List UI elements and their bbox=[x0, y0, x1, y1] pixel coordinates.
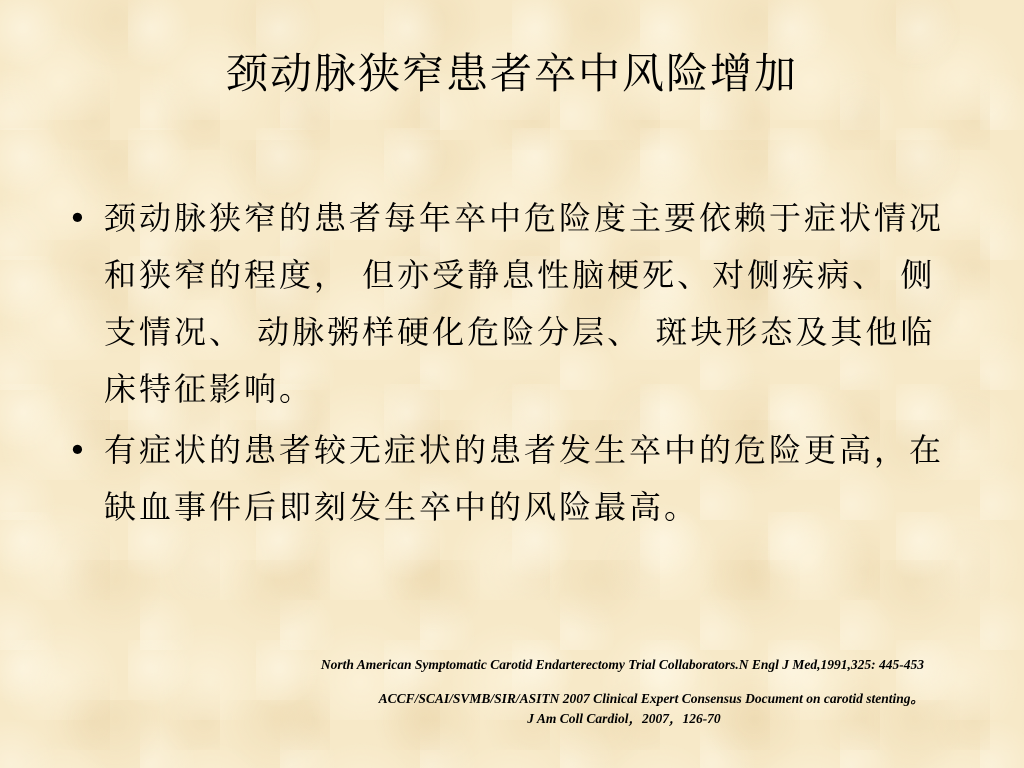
bullet-symbol: • bbox=[68, 431, 90, 469]
reference-nascet: North American Symptomatic Carotid Endarterectomy Trial Collaborators.N Engl J Med,1991,325: 445-453 bbox=[320, 657, 924, 672]
references bbox=[64, 655, 924, 729]
bullet-list bbox=[64, 190, 944, 540]
reference-journal: J Am Coll Cardiol，2007，126-70 bbox=[527, 711, 721, 726]
bullet-text-2: 有症状的患者较无症状的患者发生卒中的危险更高，在缺血事件后即刻发生卒中的风险最高。 bbox=[104, 431, 945, 526]
bullet-symbol: • bbox=[68, 199, 90, 237]
bullet-text-1: 颈动脉狭窄的患者每年卒中危险度主要依赖于症状情况和狭窄的程度， 但亦受静息性脑梗死、对侧疾病、 侧支情况、 动脉粥样硬化危险分层、 斑块形态及其他临床特征影响。 bbox=[104, 199, 945, 408]
slide-title: 颈动脉狭窄患者卒中风险增加 bbox=[225, 49, 798, 98]
bullet-item-1 bbox=[64, 190, 944, 418]
reference-accf-consensus: ACCF/SCAI/SVMB/SIR/ASITN 2007 Clinical Expert Consensus Document on carotid stenting。 bbox=[378, 691, 924, 706]
bullet-item-2 bbox=[64, 422, 944, 536]
